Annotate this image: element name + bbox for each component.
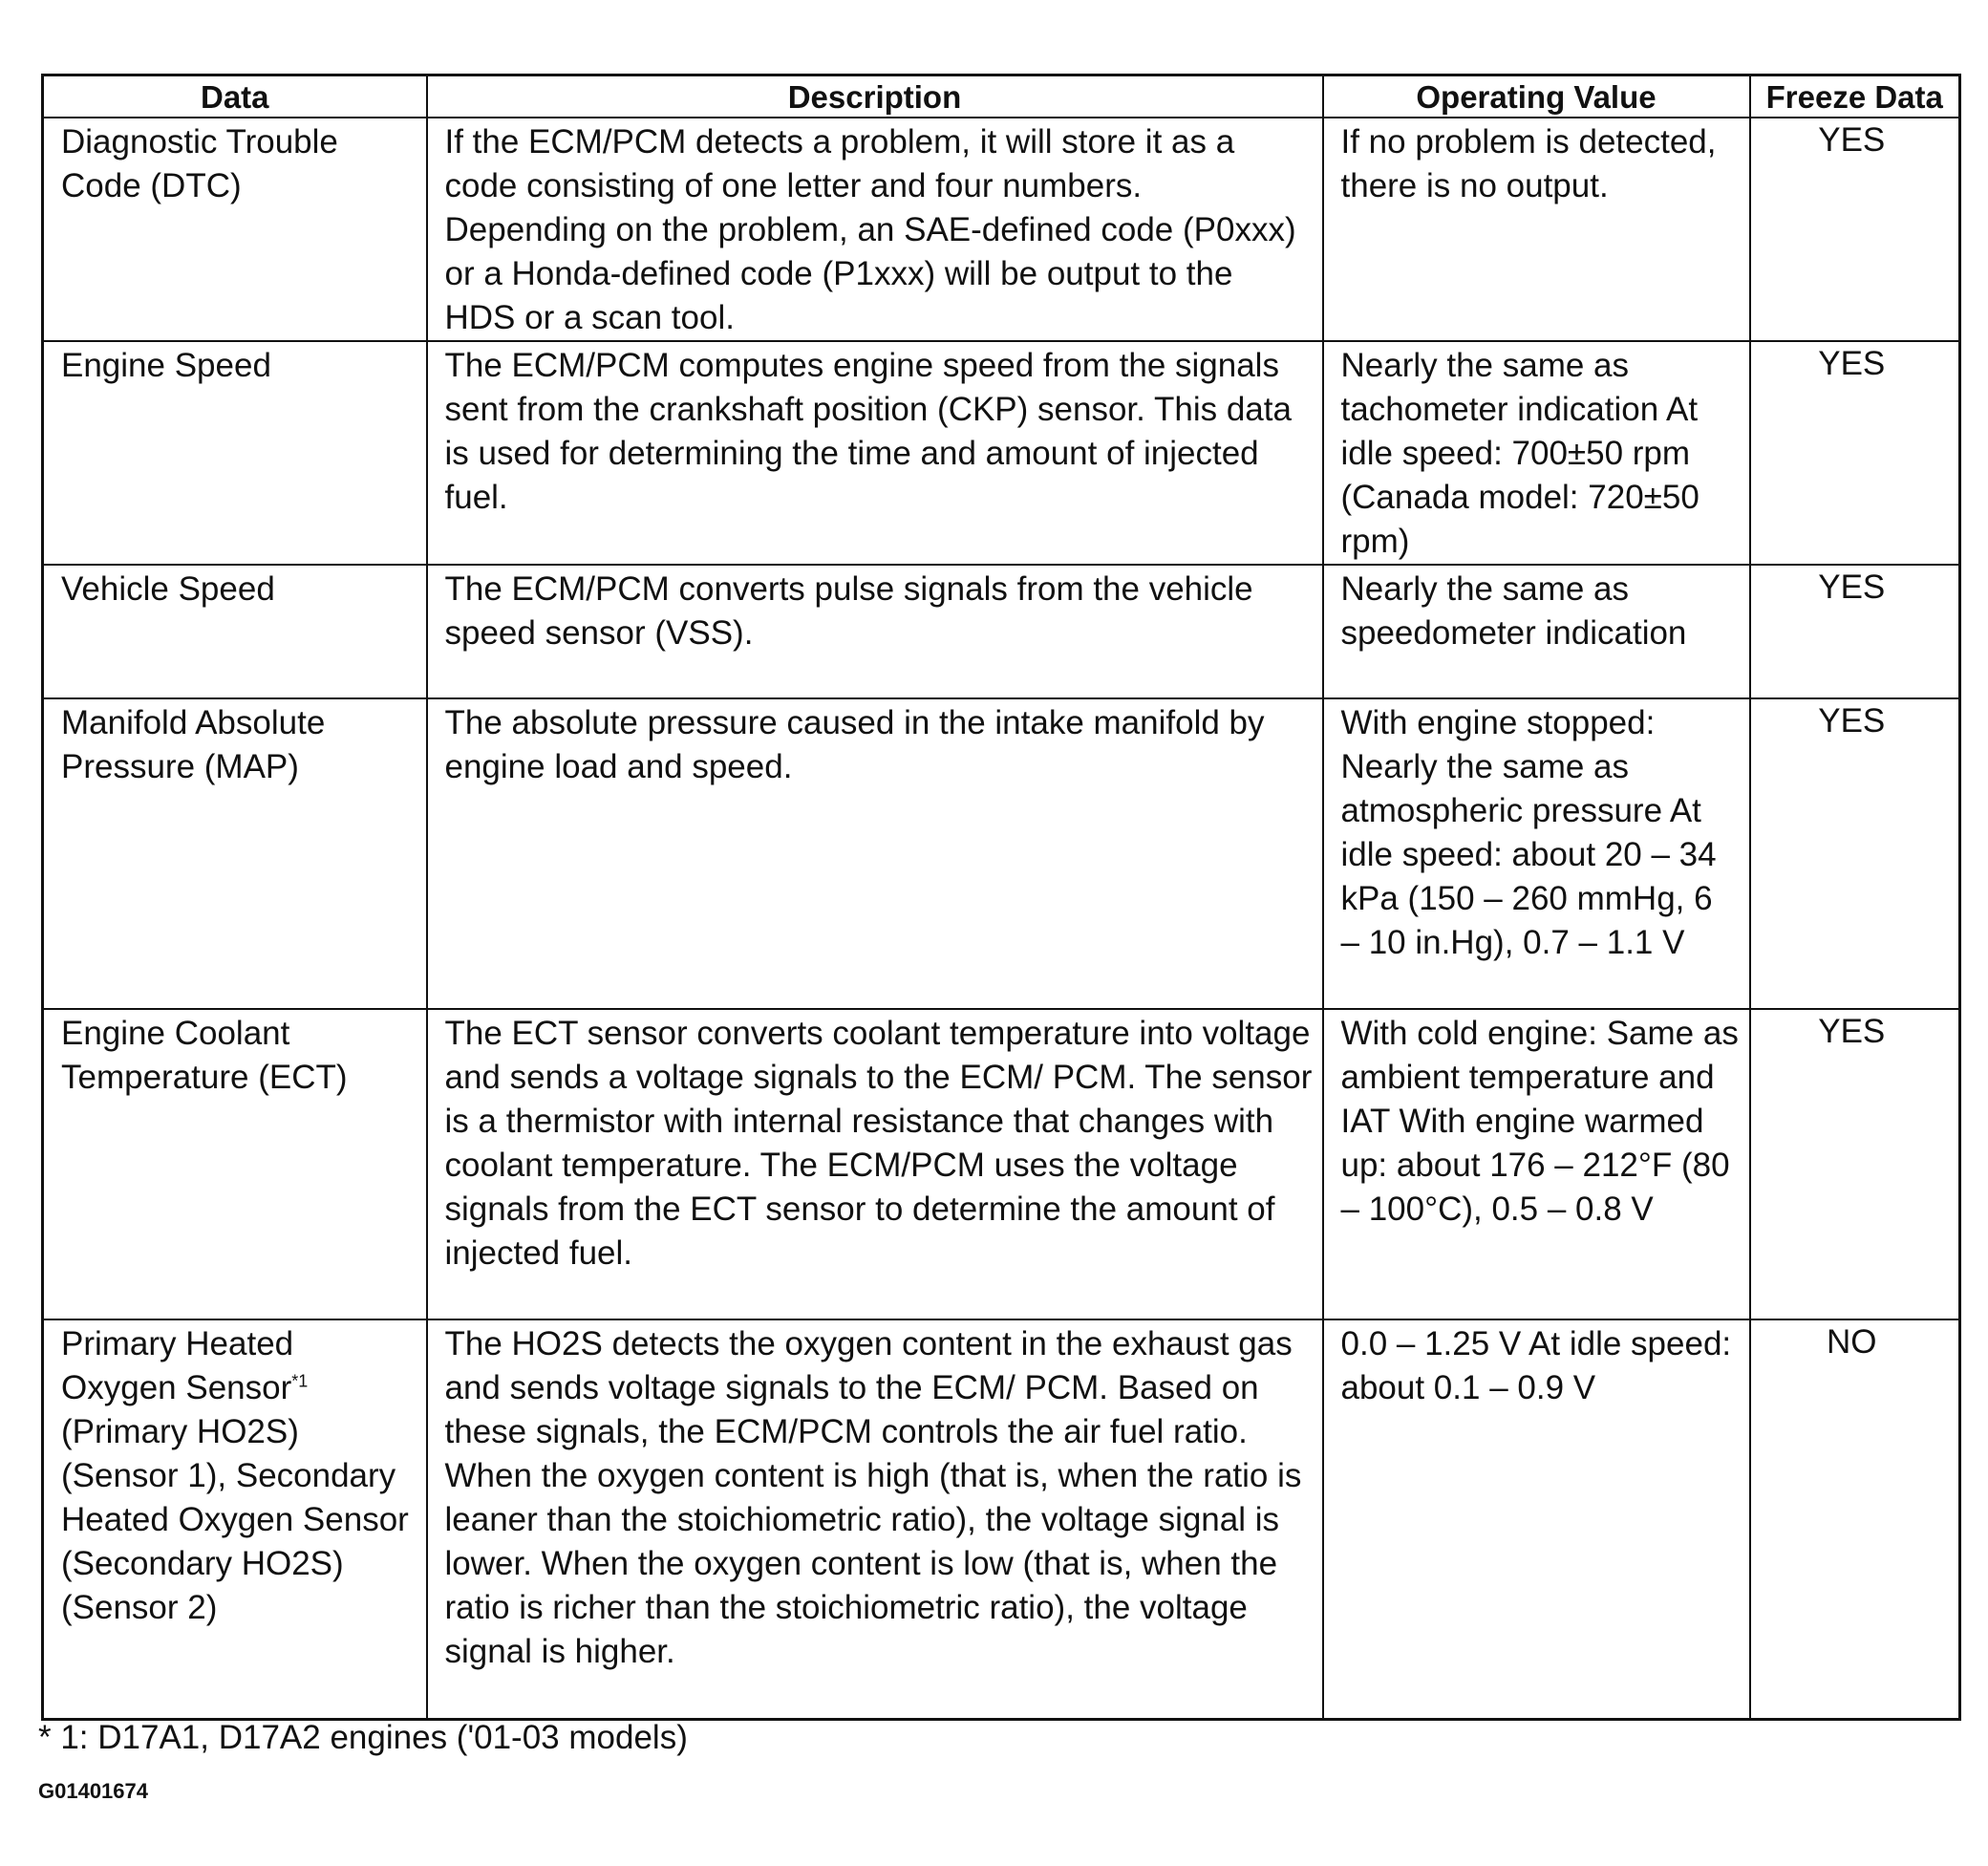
header-operating-value: Operating Value	[1323, 75, 1750, 118]
cell-description: If the ECM/PCM detects a problem, it will store it as a code consisting of one letter and four numbers. Depending on the problem, an SAE-defined code (P0xxx) or a Honda-defined code (P1xxx) will be output to the HDS or a scan tool.	[427, 118, 1323, 341]
data-table	[41, 74, 1961, 1721]
cell-freeze-data: YES	[1750, 1009, 1960, 1319]
cell-freeze-data: YES	[1750, 565, 1960, 698]
cell-description: The ECM/PCM converts pulse signals from the vehicle speed sensor (VSS).	[427, 565, 1323, 698]
cell-operating-value: If no problem is detected, there is no output.	[1323, 118, 1750, 341]
cell-description: The ECT sensor converts coolant temperature into voltage and sends a voltage signals to the ECM/ PCM. The sensor is a thermistor with internal resistance that changes with coolant temperature. The ECM/PCM uses the voltage signals from the ECT sensor to determine the amount of injected fuel.	[427, 1009, 1323, 1319]
cell-data	[43, 1319, 427, 1719]
cell-operating-value: Nearly the same as speedometer indication	[1323, 565, 1750, 698]
cell-operating-value: 0.0 – 1.25 V At idle speed: about 0.1 – 0.9 V	[1323, 1319, 1750, 1719]
cell-description: The ECM/PCM computes engine speed from the signals sent from the crankshaft position (CKP) sensor. This data is used for determining the time and amount of injected fuel.	[427, 341, 1323, 565]
table-row	[43, 698, 1960, 1009]
cell-data: Vehicle Speed	[43, 565, 427, 698]
cell-data: Diagnostic Trouble Code (DTC)	[43, 118, 427, 341]
header-description: Description	[427, 75, 1323, 118]
table-header-row	[43, 75, 1960, 118]
cell-data-primary: Primary Heated Oxygen Sensor	[61, 1325, 294, 1406]
cell-operating-value: With engine stopped: Nearly the same as atmospheric pressure At idle speed: about 20 – 34 kPa (150 – 260 mmHg, 6 – 10 in.Hg), 0.7 – 1.1 V	[1323, 698, 1750, 1009]
header-freeze-data: Freeze Data	[1750, 75, 1960, 118]
table-row	[43, 565, 1960, 698]
cell-description: The absolute pressure caused in the intake manifold by engine load and speed.	[427, 698, 1323, 1009]
cell-operating-value: With cold engine: Same as ambient temperature and IAT With engine warmed up: about 176 – 212°F (80 – 100°C), 0.5 – 0.8 V	[1323, 1009, 1750, 1319]
table-row	[43, 341, 1960, 565]
table-row	[43, 1009, 1960, 1319]
figure-id: G01401674	[38, 1779, 148, 1803]
cell-freeze-data: YES	[1750, 118, 1960, 341]
cell-freeze-data: YES	[1750, 341, 1960, 565]
cell-data-continued: (Primary HO2S) (Sensor 1), Secondary Heated Oxygen Sensor (Secondary HO2S) (Sensor 2)	[61, 1413, 409, 1626]
cell-description: The HO2S detects the oxygen content in the exhaust gas and sends voltage signals to the ECM/ PCM. Based on these signals, the ECM/PCM controls the air fuel ratio. When the oxygen content is high (that is, when the ratio is leaner than the stoichiometric ratio), the voltage signal is lower. When the oxygen content is low (that is, when the ratio is richer than the stoichiometric ratio), the voltage signal is higher.	[427, 1319, 1323, 1719]
cell-data: Engine Coolant Temperature (ECT)	[43, 1009, 427, 1319]
footnote-marker: *1	[291, 1371, 309, 1391]
cell-freeze-data: YES	[1750, 698, 1960, 1009]
cell-freeze-data: NO	[1750, 1319, 1960, 1719]
cell-data: Engine Speed	[43, 341, 427, 565]
cell-data: Manifold Absolute Pressure (MAP)	[43, 698, 427, 1009]
table-row	[43, 118, 1960, 341]
footnote: * 1: D17A1, D17A2 engines ('01-03 models)	[38, 1719, 688, 1756]
table-row	[43, 1319, 1960, 1719]
header-data: Data	[43, 75, 427, 118]
cell-operating-value: Nearly the same as tachometer indication At idle speed: 700±50 rpm (Canada model: 720±50 rpm)	[1323, 341, 1750, 565]
